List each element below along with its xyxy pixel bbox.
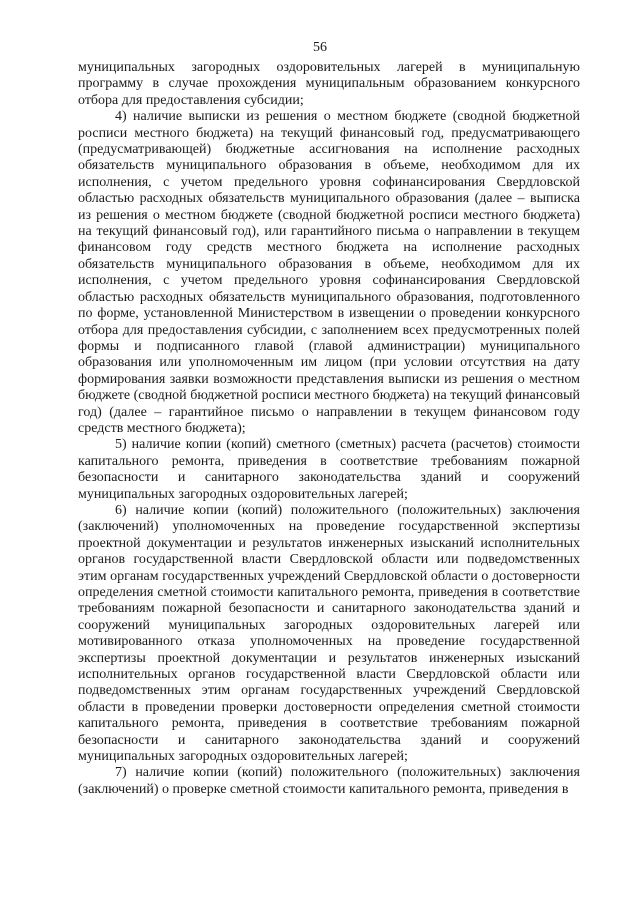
paragraph-item-4: 4) наличие выписки из решения о местном бюджете (сводной бюджетной росписи местного бюджета) на текущий финансовый год, предусматривающего (предусматривающей) бюджетные ассигнования на исполнение расходных обязательств муниципального образования в объеме, необходимом для их исполнения, с учетом предельного уровня софинансирования Свердловской областью расходных обязательств муниципального образования (далее – выписка из решения о местном бюджете (сводной бюджетной росписи местного бюджета) на текущий финансовый год), или гарантийного письма о направлении в текущем финансовом году средств местного бюджета на исполнение расходных обязательств муниципального образования в объеме, необходимом для их исполнения, с учетом предельного уровня софинансирования Свердловской областью расходных обязательств муниципального образования, подготовленного по форме, установленной Министерством в извещении о проведении конкурсного отбора для предоставления субсидии, с заполнением всех предусмотренных полей формы и подписанного главой (главой администрации) муниципального образования или уполномоченным им лицом (при условии отсутствия на дату формирования заявки возможности представления выписки из решения о местном бюджете (сводной бюджетной росписи местного бюджета) на текущий финансовый год) (далее – гарантийное письмо о направлении в текущем финансовом году средств местного бюджета); [78,109,580,436]
document-body [78,60,580,798]
page-number: 56 [313,40,327,55]
paragraph-item-6: 6) наличие копии (копий) положительного (положительных) заключения (заключений) уполномоченных на проведение государственной экспертизы проектной документации и результатов инженерных изысканий исполнительных органов государственной власти Свердловской области или подведомственных этим органам государственных учреждений Свердловской области о достоверности определения сметной стоимости капитального ремонта, приведения в соответствие требованиям пожарной безопасности и санитарного законодательства зданий и сооружений муниципальных загородных оздоровительных лагерей или мотивированного отказа уполномоченных на проведение государственной экспертизы проектной документации и результатов инженерных изысканий исполнительных органов государственной власти Свердловской области или подведомственных этим органам государственных учреждений Свердловской области в проведении проверки достоверности определения сметной стоимости капитального ремонта, приведения в соответствие требованиям пожарной безопасности и санитарного законодательства зданий и сооружений муниципальных загородных оздоровительных лагерей; [78,502,580,765]
paragraph-item-5: 5) наличие копии (копий) сметного (сметных) расчета (расчетов) стоимости капитального ремонта, приведения в соответствие требованиям пожарной безопасности и санитарного законодательства зданий и сооружений муниципальных загородных оздоровительных лагерей; [78,437,580,502]
paragraph-item-7: 7) наличие копии (копий) положительного (положительных) заключения (заключений) о проверке сметной стоимости капитального ремонта, приведения в [78,765,580,797]
paragraph-continuation: муниципальных загородных оздоровительных лагерей в муниципальную программу в случае прохождения муниципальным образованием конкурсного отбора для предоставления субсидии; [78,60,580,108]
